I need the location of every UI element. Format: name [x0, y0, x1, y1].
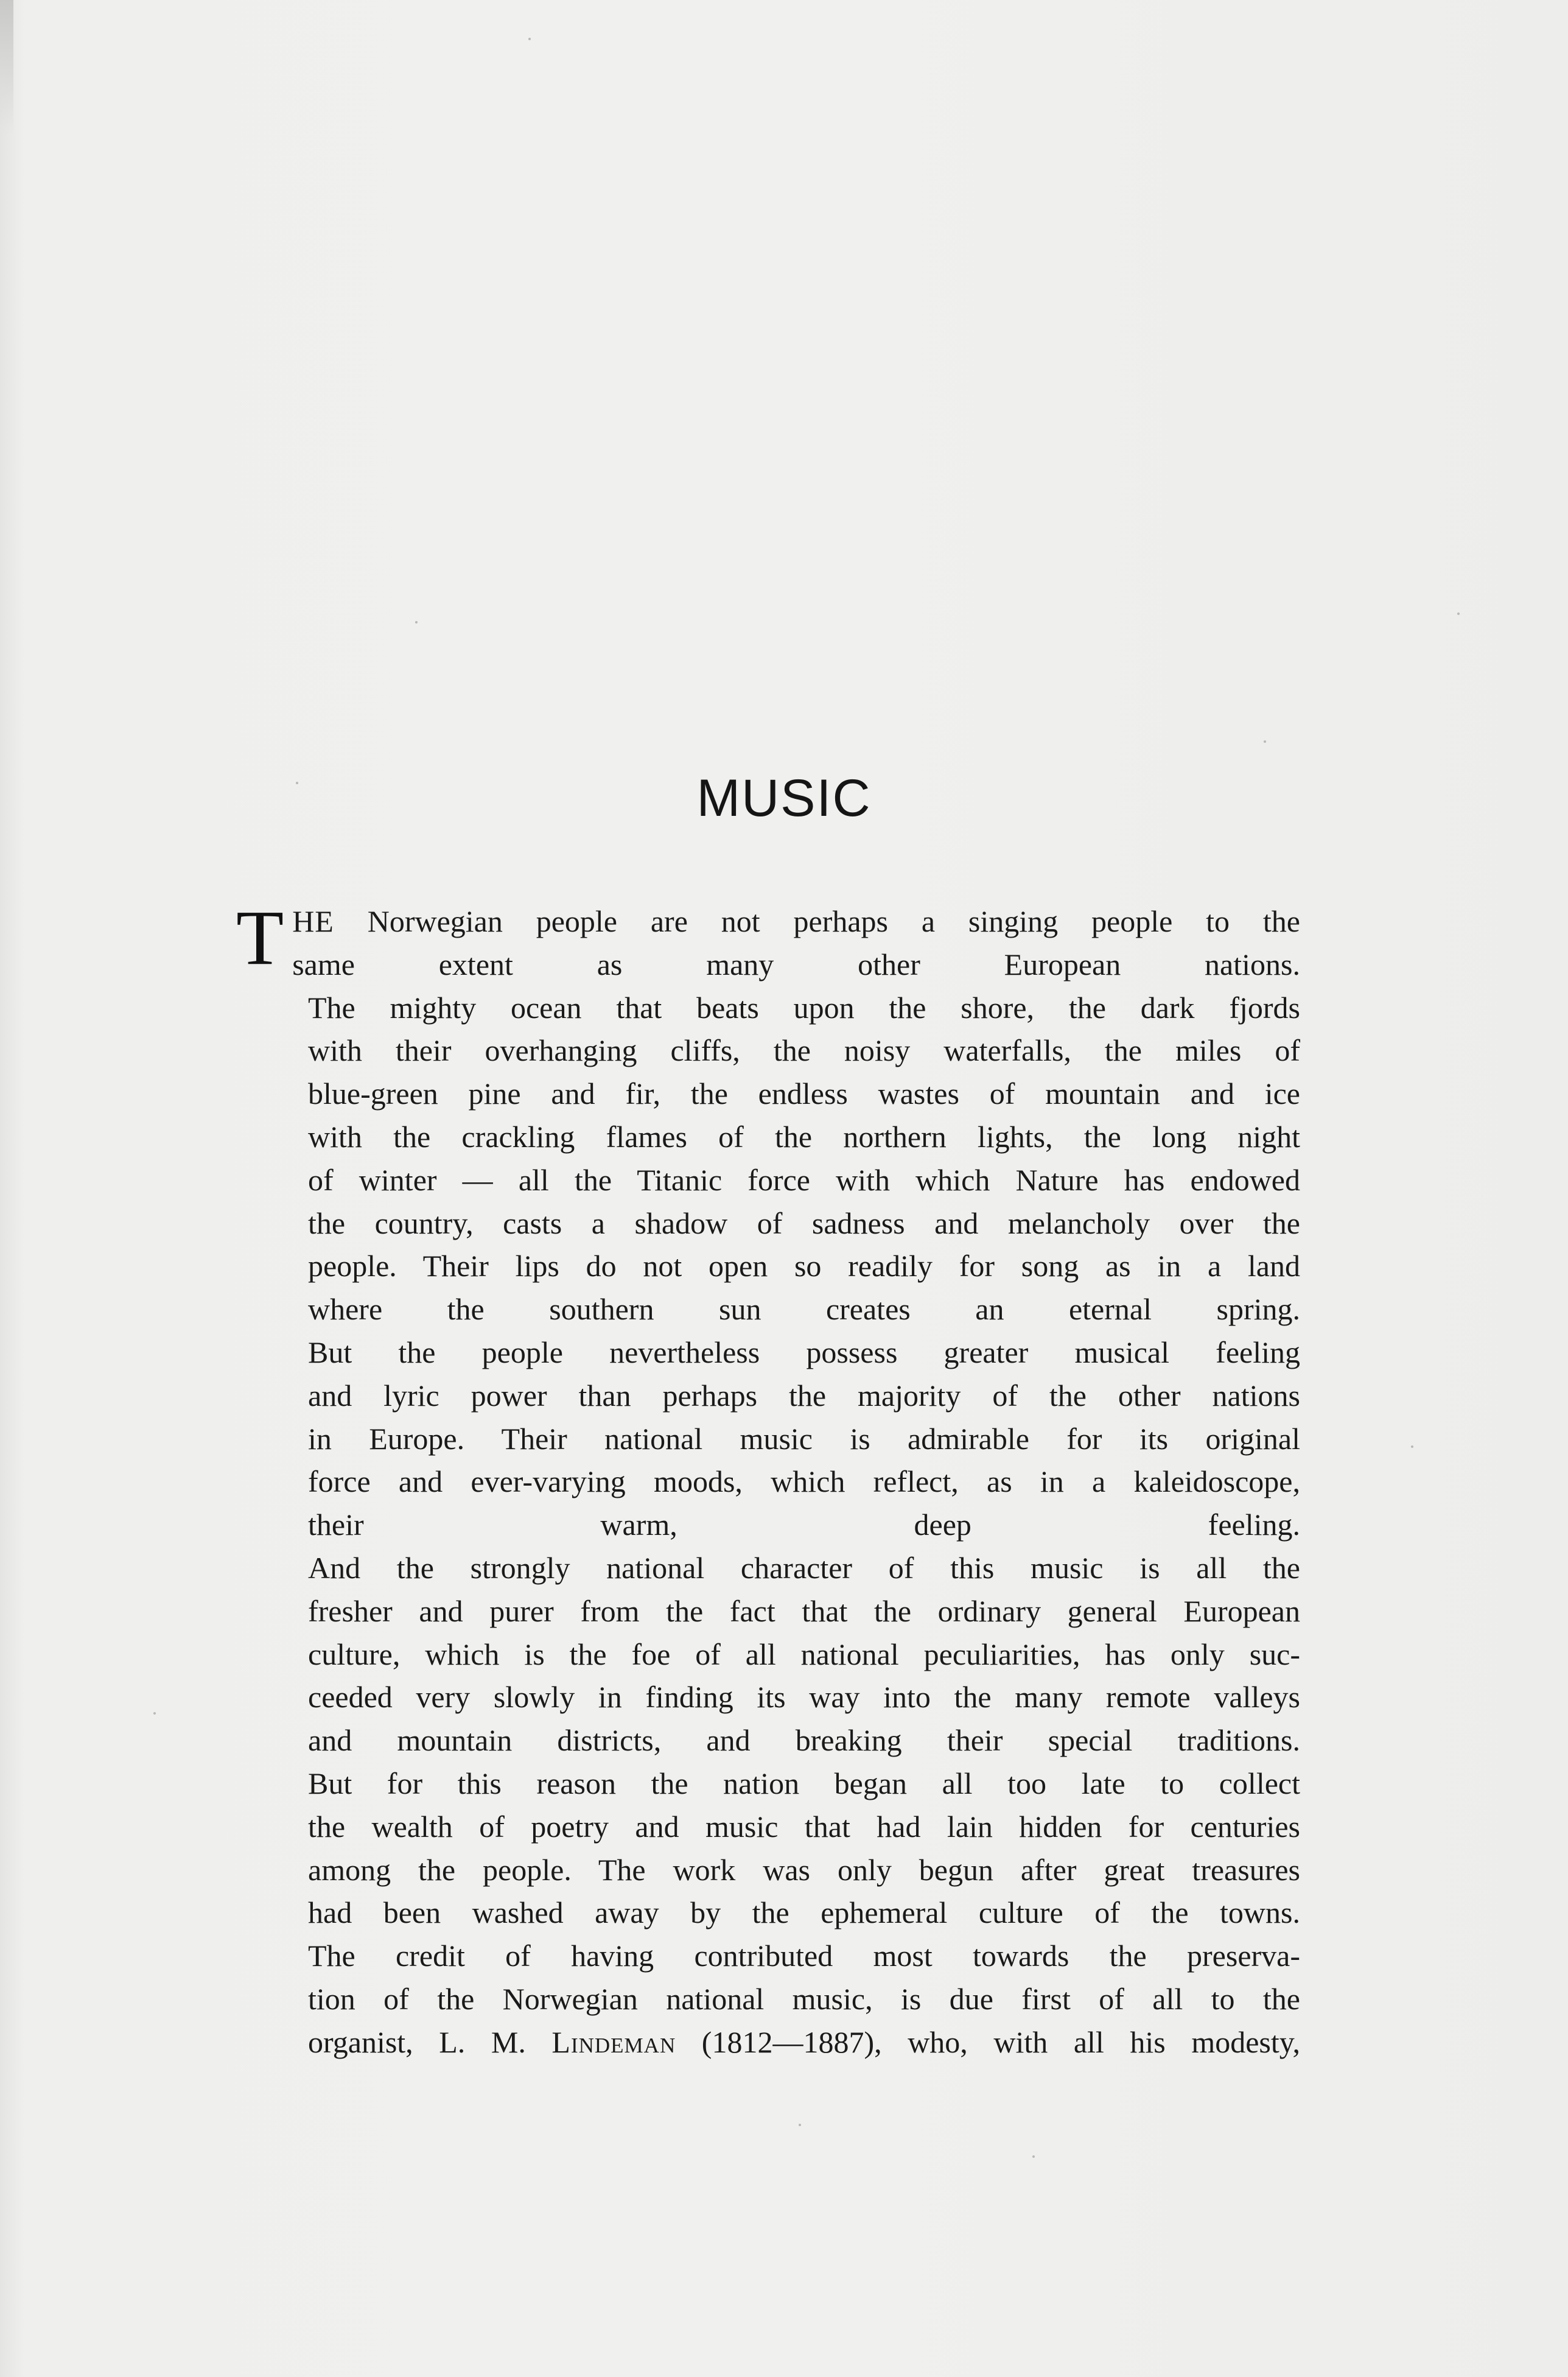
paragraph: [236, 1331, 1300, 1547]
text-span: (1812—1887), who, with all his modesty,: [676, 2024, 1301, 2059]
text-line: their warm, deep feeling.: [308, 1508, 1300, 1542]
text-span: organist, L. M.: [308, 2024, 552, 2059]
final-paragraph: [236, 1934, 1300, 2063]
text-line: tion of the Norwegian national music, is due first of all to the: [308, 1981, 1300, 2016]
text-line: and mountain districts, and breaking their special traditions.: [308, 1723, 1300, 1758]
text-line: in Europe. Their national music is admirable for its original: [308, 1421, 1300, 1456]
intro-paragraph: [236, 894, 1300, 986]
text-line: among the people. The work was only begun after great treasures: [308, 1852, 1300, 1887]
text-line: [236, 2021, 1300, 2064]
text-line: ceeded very slowly in finding its way into the many remote valleys: [308, 1680, 1300, 1715]
text-line: fresher and purer from the fact that the ordinary general European: [308, 1593, 1300, 1628]
page-title: MUSIC: [696, 769, 872, 827]
text-line: And the strongly national character of this music is all the: [308, 1550, 1300, 1585]
text-line: with their overhanging cliffs, the noisy waterfalls, the miles of: [308, 1033, 1300, 1068]
text-span: Norwegian people are not perhaps a singing people to the: [334, 904, 1300, 938]
paper-speck: [1032, 2155, 1035, 2158]
paper-speck: [799, 2124, 801, 2126]
body-text: [236, 894, 1301, 2064]
paper-speck: [528, 38, 531, 40]
text-line: But for this reason the nation began all too late to collect: [308, 1766, 1300, 1800]
paper-speck: [1457, 613, 1460, 615]
text-line: people. Their lips do not open so readily for song as in a land: [308, 1249, 1300, 1283]
text-line: blue-green pine and fir, the endless wastes of mountain and ice: [308, 1076, 1300, 1111]
text-line: culture, which is the foe of all national peculiarities, has only suc-: [308, 1637, 1300, 1671]
text-line: had been washed away by the ephemeral culture of the towns.: [308, 1895, 1300, 1930]
text-line: [236, 900, 1300, 943]
paragraph: [236, 1762, 1300, 1934]
person-name: Lindeman: [551, 2024, 676, 2059]
paragraph: [236, 1547, 1300, 1762]
paragraph: [236, 986, 1300, 1331]
paper-speck: [415, 621, 418, 623]
text-line: with the crackling flames of the northern lights, the long night: [308, 1119, 1300, 1154]
text-line: and lyric power than perhaps the majority of the other nations: [308, 1378, 1300, 1413]
text-line: The mighty ocean that beats upon the shore, the dark fjords: [308, 990, 1300, 1025]
text-line: of winter — all the Titanic force with which Nature has endowed: [308, 1162, 1300, 1197]
drop-cap: T: [236, 894, 284, 981]
paper-speck: [153, 1712, 156, 1715]
text-line: where the southern sun creates an eternal spring.: [308, 1292, 1300, 1327]
paper-speck: [1264, 740, 1266, 743]
scan-edge: [0, 0, 13, 134]
small-caps-word: HE: [292, 904, 334, 938]
paper-speck: [1411, 1445, 1413, 1448]
text-line: The credit of having contributed most towards the preserva-: [308, 1939, 1300, 1973]
text-line: But the people nevertheless possess greater musical feeling: [308, 1335, 1300, 1369]
text-line: force and ever-varying moods, which reflect, as in a kaleidoscope,: [308, 1464, 1300, 1499]
text-line: the wealth of poetry and music that had lain hidden for centuries: [308, 1809, 1300, 1844]
text-line: same extent as many other European nations.: [292, 947, 1300, 981]
text-line: the country, casts a shadow of sadness and melancholy over the: [308, 1206, 1300, 1240]
